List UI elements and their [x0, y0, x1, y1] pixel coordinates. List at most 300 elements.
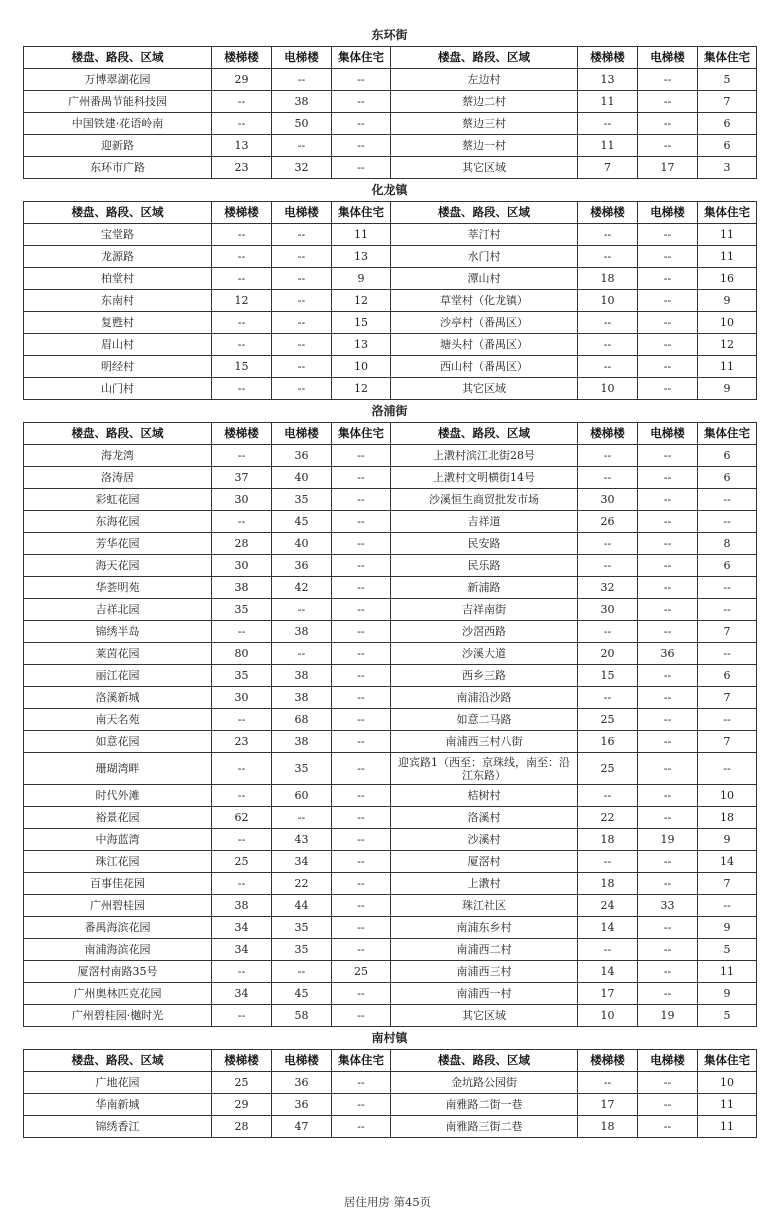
cell-left-elevator: 36: [272, 1094, 332, 1116]
column-header-left-collective: 集体住宅: [332, 202, 391, 224]
cell-left-elevator: 40: [272, 533, 332, 555]
cell-right-collective: 6: [698, 467, 757, 489]
cell-left-name: 番禺海滨花园: [24, 917, 212, 939]
cell-left-name: 东南村: [24, 290, 212, 312]
cell-right-elevator: 36: [638, 643, 698, 665]
cell-right-elevator: --: [638, 268, 698, 290]
cell-right-stair: --: [578, 467, 638, 489]
cell-left-stair: 35: [212, 665, 272, 687]
cell-left-stair: --: [212, 709, 272, 731]
cell-left-collective: --: [332, 69, 391, 91]
cell-right-stair: 18: [578, 829, 638, 851]
cell-left-collective: --: [332, 533, 391, 555]
cell-left-stair: --: [212, 113, 272, 135]
cell-right-name: 南雅路三街二巷: [391, 1116, 578, 1138]
column-header-left-collective: 集体住宅: [332, 1050, 391, 1072]
cell-left-collective: --: [332, 511, 391, 533]
cell-right-name: 南浦西二村: [391, 939, 578, 961]
cell-right-elevator: --: [638, 709, 698, 731]
cell-left-elevator: 35: [272, 939, 332, 961]
cell-left-name: 洛溪新城: [24, 687, 212, 709]
section-title: 洛浦街: [371, 404, 408, 418]
cell-left-collective: --: [332, 467, 391, 489]
cell-left-collective: 25: [332, 961, 391, 983]
cell-left-elevator: --: [272, 135, 332, 157]
table-header-row: [24, 1050, 757, 1072]
cell-left-collective: --: [332, 829, 391, 851]
cell-right-collective: 11: [698, 1116, 757, 1138]
housing-table: [23, 201, 757, 400]
cell-left-elevator: --: [272, 290, 332, 312]
cell-left-name: 时代外滩: [24, 785, 212, 807]
cell-right-stair: --: [578, 533, 638, 555]
cell-right-stair: 32: [578, 577, 638, 599]
cell-right-elevator: 19: [638, 1005, 698, 1027]
cell-left-elevator: 32: [272, 157, 332, 179]
cell-right-elevator: --: [638, 511, 698, 533]
column-header-right-name: 楼盘、路段、区域: [391, 47, 578, 69]
cell-left-collective: --: [332, 555, 391, 577]
cell-right-name: 沙溪村: [391, 829, 578, 851]
cell-left-name: 锦绣半岛: [24, 621, 212, 643]
cell-left-collective: --: [332, 917, 391, 939]
cell-left-collective: 12: [332, 378, 391, 400]
cell-right-stair: 11: [578, 135, 638, 157]
cell-left-elevator: 38: [272, 91, 332, 113]
cell-left-stair: 30: [212, 687, 272, 709]
cell-right-name: 南雅路二街一巷: [391, 1094, 578, 1116]
cell-left-stair: --: [212, 312, 272, 334]
cell-left-elevator: 34: [272, 851, 332, 873]
table-row: [24, 961, 757, 983]
cell-right-collective: 10: [698, 312, 757, 334]
housing-table: [23, 46, 757, 179]
cell-left-name: 广州奥林匹克花园: [24, 983, 212, 1005]
cell-right-collective: 11: [698, 356, 757, 378]
cell-right-elevator: --: [638, 851, 698, 873]
cell-left-stair: 35: [212, 599, 272, 621]
cell-left-stair: 25: [212, 1072, 272, 1094]
cell-left-elevator: --: [272, 69, 332, 91]
cell-right-name: 吉祥南街: [391, 599, 578, 621]
cell-left-name: 迎新路: [24, 135, 212, 157]
cell-left-collective: --: [332, 785, 391, 807]
cell-right-stair: --: [578, 1072, 638, 1094]
cell-right-elevator: --: [638, 69, 698, 91]
cell-left-name: 南浦海滨花园: [24, 939, 212, 961]
cell-right-stair: 26: [578, 511, 638, 533]
cell-right-stair: 10: [578, 378, 638, 400]
cell-right-stair: 7: [578, 157, 638, 179]
cell-left-elevator: 40: [272, 467, 332, 489]
cell-right-stair: 16: [578, 731, 638, 753]
cell-left-name: 锦绣香江: [24, 1116, 212, 1138]
cell-right-stair: 14: [578, 961, 638, 983]
cell-left-collective: 9: [332, 268, 391, 290]
table-row: [24, 665, 757, 687]
cell-right-name: 民安路: [391, 533, 578, 555]
cell-right-collective: --: [698, 895, 757, 917]
cell-right-elevator: --: [638, 961, 698, 983]
cell-left-collective: --: [332, 939, 391, 961]
cell-right-elevator: --: [638, 665, 698, 687]
cell-right-stair: 24: [578, 895, 638, 917]
cell-right-stair: --: [578, 312, 638, 334]
column-header-left-name: 楼盘、路段、区域: [24, 47, 212, 69]
cell-right-elevator: --: [638, 113, 698, 135]
table-row: [24, 290, 757, 312]
cell-right-name: 珠江社区: [391, 895, 578, 917]
table-row: [24, 621, 757, 643]
cell-left-collective: --: [332, 983, 391, 1005]
column-header-right-name: 楼盘、路段、区域: [391, 1050, 578, 1072]
cell-left-collective: --: [332, 621, 391, 643]
cell-left-name: 广州碧桂园·樾时光: [24, 1005, 212, 1027]
cell-left-stair: 34: [212, 983, 272, 1005]
cell-right-name: 洛溪村: [391, 807, 578, 829]
cell-right-collective: 6: [698, 555, 757, 577]
cell-left-stair: 29: [212, 69, 272, 91]
cell-right-name: 潭山村: [391, 268, 578, 290]
cell-left-collective: --: [332, 895, 391, 917]
cell-left-stair: 34: [212, 917, 272, 939]
column-header-left-name: 楼盘、路段、区域: [24, 1050, 212, 1072]
cell-left-collective: --: [332, 157, 391, 179]
cell-left-elevator: 38: [272, 665, 332, 687]
cell-right-elevator: --: [638, 873, 698, 895]
cell-right-elevator: --: [638, 533, 698, 555]
cell-left-stair: 28: [212, 1116, 272, 1138]
cell-right-collective: 6: [698, 665, 757, 687]
cell-left-stair: --: [212, 224, 272, 246]
cell-right-elevator: --: [638, 356, 698, 378]
cell-right-stair: --: [578, 785, 638, 807]
cell-left-name: 丽江花园: [24, 665, 212, 687]
cell-left-elevator: 35: [272, 753, 332, 785]
cell-right-stair: --: [578, 621, 638, 643]
cell-left-name: 海龙湾: [24, 445, 212, 467]
cell-right-name: 沙溪大道: [391, 643, 578, 665]
cell-left-collective: --: [332, 731, 391, 753]
cell-left-elevator: 44: [272, 895, 332, 917]
cell-left-elevator: --: [272, 961, 332, 983]
cell-left-elevator: --: [272, 807, 332, 829]
cell-right-collective: 9: [698, 290, 757, 312]
table-row: [24, 731, 757, 753]
table-row: [24, 445, 757, 467]
cell-right-stair: 18: [578, 268, 638, 290]
column-header-right-elevator: 电梯楼: [638, 423, 698, 445]
cell-left-collective: --: [332, 807, 391, 829]
table-row: [24, 533, 757, 555]
cell-right-name: 沙溪恒生商贸批发市场: [391, 489, 578, 511]
cell-right-name: 其它区域: [391, 378, 578, 400]
column-header-right-stair: 楼梯楼: [578, 1050, 638, 1072]
cell-right-elevator: 19: [638, 829, 698, 851]
table-row: [24, 829, 757, 851]
table-row: [24, 489, 757, 511]
cell-left-stair: 34: [212, 939, 272, 961]
cell-left-name: 芳华花园: [24, 533, 212, 555]
table-row: [24, 785, 757, 807]
page-footer: 居住用房 第45页: [343, 1195, 432, 1209]
cell-left-name: 彩虹花园: [24, 489, 212, 511]
cell-right-elevator: --: [638, 621, 698, 643]
table-row: [24, 467, 757, 489]
cell-right-elevator: --: [638, 1072, 698, 1094]
column-header-right-collective: 集体住宅: [698, 47, 757, 69]
cell-left-elevator: 58: [272, 1005, 332, 1027]
cell-left-stair: --: [212, 961, 272, 983]
table-row: [24, 599, 757, 621]
cell-right-name: 西乡三路: [391, 665, 578, 687]
cell-left-stair: --: [212, 268, 272, 290]
cell-right-collective: 6: [698, 135, 757, 157]
cell-left-name: 裕景花园: [24, 807, 212, 829]
cell-left-collective: --: [332, 1005, 391, 1027]
cell-left-elevator: --: [272, 378, 332, 400]
cell-left-collective: 12: [332, 290, 391, 312]
cell-right-name: 草堂村（化龙镇）: [391, 290, 578, 312]
cell-right-elevator: --: [638, 807, 698, 829]
cell-right-elevator: 33: [638, 895, 698, 917]
cell-right-name: 吉祥道: [391, 511, 578, 533]
table-row: [24, 511, 757, 533]
section-title: 化龙镇: [371, 183, 408, 197]
cell-left-stair: 37: [212, 467, 272, 489]
section-title: 东环街: [371, 28, 408, 42]
cell-left-elevator: 38: [272, 687, 332, 709]
cell-right-elevator: --: [638, 917, 698, 939]
cell-left-stair: 23: [212, 731, 272, 753]
cell-right-elevator: --: [638, 445, 698, 467]
cell-right-elevator: --: [638, 939, 698, 961]
cell-right-elevator: --: [638, 489, 698, 511]
cell-right-name: 民乐路: [391, 555, 578, 577]
table-row: [24, 268, 757, 290]
cell-right-collective: 12: [698, 334, 757, 356]
cell-right-collective: 10: [698, 785, 757, 807]
cell-right-stair: 15: [578, 665, 638, 687]
table-row: [24, 356, 757, 378]
cell-right-stair: 13: [578, 69, 638, 91]
cell-left-collective: --: [332, 643, 391, 665]
cell-right-stair: --: [578, 687, 638, 709]
table-row: [24, 895, 757, 917]
cell-right-stair: --: [578, 555, 638, 577]
table-row: [24, 135, 757, 157]
cell-right-collective: 7: [698, 91, 757, 113]
cell-right-name: 塘头村（番禺区）: [391, 334, 578, 356]
cell-right-stair: 17: [578, 1094, 638, 1116]
cell-right-elevator: --: [638, 290, 698, 312]
cell-left-stair: --: [212, 511, 272, 533]
column-header-left-name: 楼盘、路段、区域: [24, 202, 212, 224]
cell-left-stair: 25: [212, 851, 272, 873]
cell-right-name: 桔树村: [391, 785, 578, 807]
cell-right-stair: --: [578, 224, 638, 246]
cell-right-collective: 6: [698, 445, 757, 467]
column-header-right-elevator: 电梯楼: [638, 1050, 698, 1072]
cell-left-name: 眉山村: [24, 334, 212, 356]
cell-left-collective: --: [332, 873, 391, 895]
cell-right-stair: 17: [578, 983, 638, 1005]
cell-left-collective: --: [332, 445, 391, 467]
cell-left-stair: 80: [212, 643, 272, 665]
cell-left-elevator: 60: [272, 785, 332, 807]
table-row: [24, 1094, 757, 1116]
cell-left-collective: 13: [332, 334, 391, 356]
cell-right-name: 南浦东乡村: [391, 917, 578, 939]
cell-right-collective: --: [698, 577, 757, 599]
cell-left-name: 洛涛居: [24, 467, 212, 489]
cell-right-collective: 3: [698, 157, 757, 179]
cell-left-elevator: 36: [272, 1072, 332, 1094]
cell-left-stair: 30: [212, 555, 272, 577]
cell-left-elevator: 36: [272, 555, 332, 577]
cell-left-stair: --: [212, 873, 272, 895]
cell-right-name: 迎宾路1（西至：京珠线，南至：沿江东路）: [391, 753, 578, 785]
cell-left-elevator: --: [272, 356, 332, 378]
cell-left-stair: 38: [212, 895, 272, 917]
cell-left-name: 莱茵花园: [24, 643, 212, 665]
housing-table: [23, 422, 757, 1027]
column-header-right-collective: 集体住宅: [698, 202, 757, 224]
cell-right-collective: 11: [698, 224, 757, 246]
cell-right-name: 南浦沿沙路: [391, 687, 578, 709]
cell-left-collective: 13: [332, 246, 391, 268]
column-header-right-name: 楼盘、路段、区域: [391, 202, 578, 224]
cell-left-collective: 11: [332, 224, 391, 246]
table-row: [24, 807, 757, 829]
cell-right-collective: --: [698, 511, 757, 533]
cell-right-name: 沙滘西路: [391, 621, 578, 643]
cell-right-stair: 10: [578, 1005, 638, 1027]
cell-right-elevator: --: [638, 135, 698, 157]
cell-right-elevator: --: [638, 785, 698, 807]
table-row: [24, 1116, 757, 1138]
cell-right-name: 其它区域: [391, 1005, 578, 1027]
cell-right-collective: --: [698, 643, 757, 665]
table-row: [24, 709, 757, 731]
cell-left-name: 复甦村: [24, 312, 212, 334]
cell-left-name: 百事佳花园: [24, 873, 212, 895]
cell-left-collective: --: [332, 1094, 391, 1116]
table-header-row: [24, 202, 757, 224]
section-title: 南村镇: [371, 1031, 408, 1045]
cell-right-collective: 11: [698, 246, 757, 268]
cell-right-name: 左边村: [391, 69, 578, 91]
cell-left-collective: --: [332, 135, 391, 157]
table-row: [24, 643, 757, 665]
cell-right-collective: 7: [698, 621, 757, 643]
cell-right-collective: 9: [698, 917, 757, 939]
cell-right-collective: 5: [698, 69, 757, 91]
column-header-right-stair: 楼梯楼: [578, 202, 638, 224]
column-header-left-stair: 楼梯楼: [212, 1050, 272, 1072]
cell-left-elevator: 45: [272, 983, 332, 1005]
cell-left-elevator: --: [272, 268, 332, 290]
cell-right-collective: 14: [698, 851, 757, 873]
cell-right-stair: --: [578, 334, 638, 356]
cell-right-name: 如意二马路: [391, 709, 578, 731]
cell-left-elevator: --: [272, 643, 332, 665]
cell-left-collective: --: [332, 577, 391, 599]
cell-left-elevator: 68: [272, 709, 332, 731]
cell-left-collective: --: [332, 665, 391, 687]
cell-right-stair: 22: [578, 807, 638, 829]
cell-left-name: 南天名苑: [24, 709, 212, 731]
cell-left-collective: --: [332, 753, 391, 785]
cell-right-stair: --: [578, 445, 638, 467]
cell-left-elevator: 47: [272, 1116, 332, 1138]
cell-right-stair: 18: [578, 1116, 638, 1138]
cell-right-elevator: --: [638, 246, 698, 268]
cell-right-collective: 11: [698, 1094, 757, 1116]
cell-right-name: 南浦西三村八街: [391, 731, 578, 753]
column-header-left-collective: 集体住宅: [332, 423, 391, 445]
document-page: [23, 24, 756, 1138]
table-row: [24, 91, 757, 113]
cell-left-name: 东环市广路: [24, 157, 212, 179]
cell-right-collective: 5: [698, 939, 757, 961]
cell-left-elevator: 50: [272, 113, 332, 135]
table-row: [24, 687, 757, 709]
cell-right-name: 莘汀村: [391, 224, 578, 246]
table-row: [24, 1005, 757, 1027]
cell-left-stair: 29: [212, 1094, 272, 1116]
cell-left-stair: --: [212, 1005, 272, 1027]
cell-right-stair: --: [578, 851, 638, 873]
cell-left-stair: 13: [212, 135, 272, 157]
table-row: [24, 873, 757, 895]
cell-left-collective: --: [332, 1072, 391, 1094]
cell-right-name: 上漖村滨江北街28号: [391, 445, 578, 467]
column-header-right-stair: 楼梯楼: [578, 47, 638, 69]
cell-left-elevator: 36: [272, 445, 332, 467]
cell-left-collective: --: [332, 113, 391, 135]
cell-left-collective: --: [332, 687, 391, 709]
cell-left-elevator: --: [272, 224, 332, 246]
cell-right-elevator: --: [638, 983, 698, 1005]
cell-right-elevator: --: [638, 1116, 698, 1138]
cell-right-stair: 10: [578, 290, 638, 312]
cell-left-name: 明经村: [24, 356, 212, 378]
cell-left-stair: 30: [212, 489, 272, 511]
cell-right-collective: 7: [698, 731, 757, 753]
column-header-left-stair: 楼梯楼: [212, 202, 272, 224]
cell-left-name: 广州碧桂园: [24, 895, 212, 917]
cell-left-stair: 62: [212, 807, 272, 829]
cell-left-elevator: 43: [272, 829, 332, 851]
cell-right-name: 新浦路: [391, 577, 578, 599]
cell-right-name: 西山村（番禺区）: [391, 356, 578, 378]
cell-right-collective: 11: [698, 961, 757, 983]
cell-left-name: 万博翠湖花园: [24, 69, 212, 91]
cell-right-elevator: --: [638, 91, 698, 113]
housing-table: [23, 1049, 757, 1138]
cell-left-elevator: 38: [272, 621, 332, 643]
cell-left-name: 厦滘村南路35号: [24, 961, 212, 983]
cell-left-name: 广州番禺节能科技园: [24, 91, 212, 113]
cell-right-collective: --: [698, 709, 757, 731]
table-row: [24, 312, 757, 334]
cell-left-name: 华荟明苑: [24, 577, 212, 599]
cell-left-collective: --: [332, 91, 391, 113]
cell-left-stair: --: [212, 246, 272, 268]
cell-right-stair: 18: [578, 873, 638, 895]
cell-left-name: 柏堂村: [24, 268, 212, 290]
